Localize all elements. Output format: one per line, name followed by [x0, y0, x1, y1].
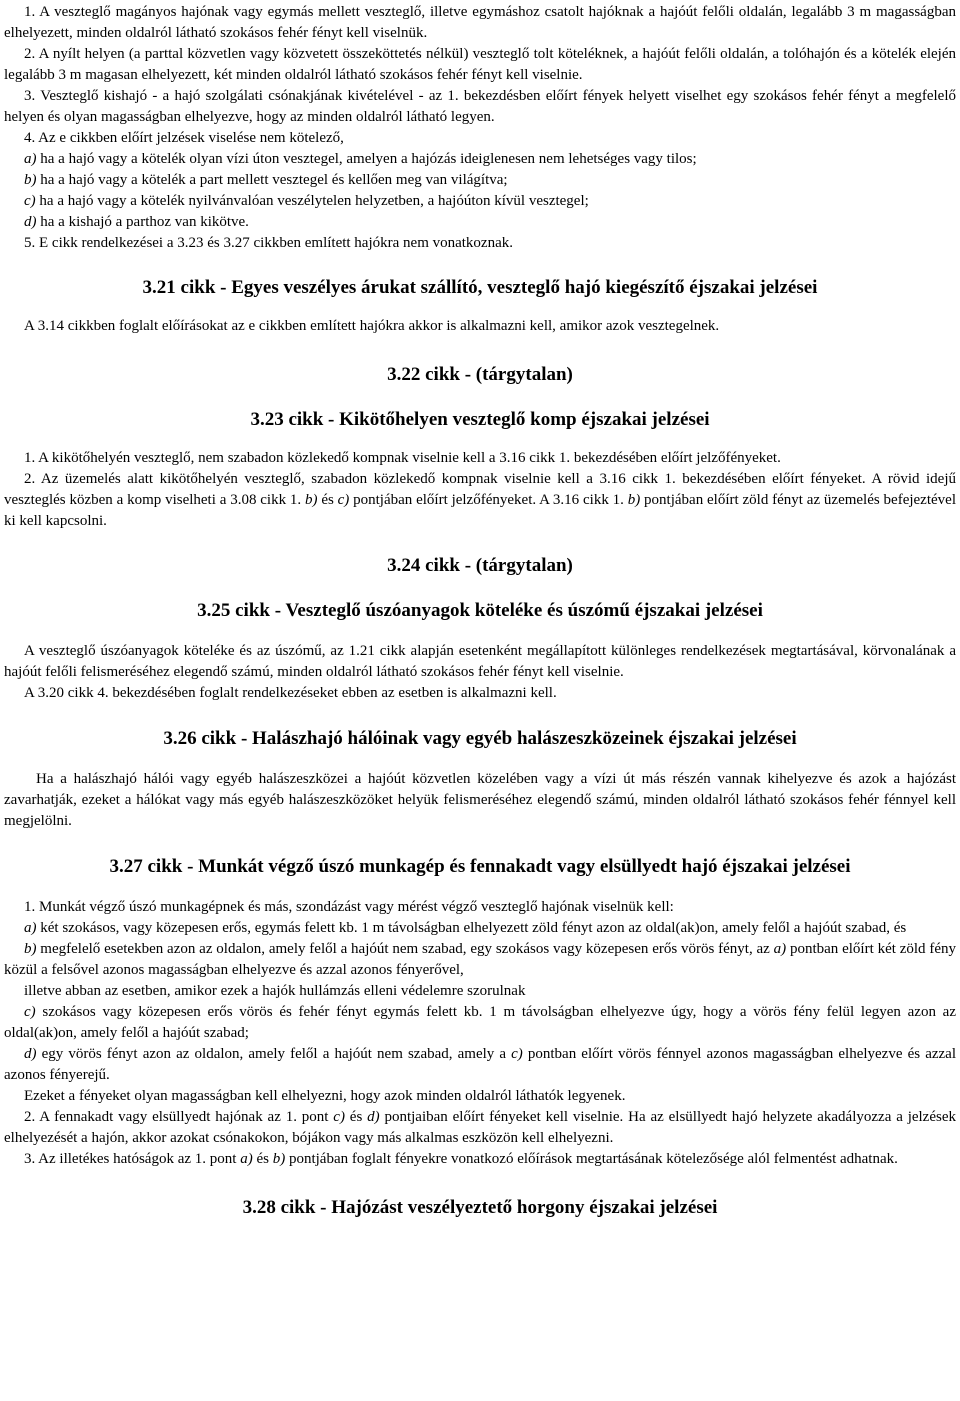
text-run: 3. Az illetékes hatóságok az 1. pont: [24, 1151, 241, 1167]
item-marker: d): [367, 1109, 380, 1125]
list-item-320-d: [4, 212, 956, 233]
item-marker: a): [240, 1151, 253, 1167]
paragraph-327-b-cont: illetve abban az esetben, amikor ezek a hajók hullámzás elleni védelemre szorulnak: [24, 983, 526, 999]
item-text: szokásos vagy közepesen erős vörös és fehér fényt egymás felett kb. 1 m távolságban elhelyezve úgy, hogy a vörös fény felül legyen azon az oldal(ak)on, amely felől a hajóút szabad;: [4, 1004, 956, 1041]
section-heading-321: 3.21 cikk - Egyes veszélyes árukat szállító, veszteglő hajó kiegészítő éjszakai jelzései: [142, 277, 818, 298]
list-item-320-a: [4, 149, 956, 170]
list-item-327-b: [4, 939, 956, 981]
paragraph-327-2: [4, 1107, 956, 1149]
list-item-327-d: [4, 1044, 956, 1086]
section-heading-323: 3.23 cikk - Kikötőhelyen veszteglő komp éjszakai jelzései: [250, 409, 710, 430]
text-run: és: [344, 1109, 368, 1125]
item-marker: b): [24, 941, 37, 957]
paragraph-327-3: [4, 1149, 956, 1170]
paragraph-320-3: 3. Veszteglő kishajó - a hajó szolgálati csónakjának kivételével - az 1. bekezdésben előírt fények helyett viselhet egy szokásos fehér fényt a megfelelő helyen és olyan magasságban elhelyezve, hogy az minden oldalról látható legyen.: [4, 88, 956, 125]
paragraph-320-1: 1. A veszteglő magányos hajónak vagy egymás mellett veszteglő, illetve egymáshoz csatolt hajóknak a hajóút felőli oldalán, legalább 3 m magasságban elhelyezett, minden oldalról látható szokásos fehér fényt kell viselnük.: [4, 4, 956, 41]
item-marker: b): [305, 492, 318, 508]
section-heading-322: 3.22 cikk - (tárgytalan): [387, 364, 573, 385]
text-run: pontban előírt két zöld fény közül a felsővel azonos magasságban elhelyezve és azzal azonos fényerővel,: [4, 941, 956, 978]
list-item-320-b: [4, 170, 956, 191]
item-marker: c): [511, 1046, 523, 1062]
text-run: pontjában foglalt fényekre vonatkozó előírások megtartásának kötelezősége alól felmentést adhatnak.: [285, 1151, 898, 1167]
section-heading-326: 3.26 cikk - Halászhajó hálóinak vagy egyéb halászeszközeinek éjszakai jelzései: [163, 728, 797, 749]
section-heading-324: 3.24 cikk - (tárgytalan): [387, 555, 573, 576]
paragraph-320-4: 4. Az e cikkben előírt jelzések viselése nem kötelező,: [24, 130, 344, 146]
item-text: ha a hajó vagy a kötelék a part mellett vesztegel és kellően meg van világítva;: [36, 172, 508, 188]
paragraph-323-1: 1. A kikötőhelyén veszteglő, nem szabadon közlekedő kompnak viselnie kell a 3.16 cikk 1. bekezdésében előírt jelzőfényeket.: [24, 450, 781, 466]
text-run: pontban előírt vörös fénnyel azonos magasságban elhelyezve és azzal azonos fényerejű.: [4, 1046, 956, 1083]
section-heading-325: 3.25 cikk - Veszteglő úszóanyagok köteléke és úszómű éjszakai jelzései: [197, 600, 763, 621]
paragraph-320-5: 5. E cikk rendelkezései a 3.23 és 3.27 cikkben említett hajókra nem vonatkoznak.: [24, 235, 514, 251]
section-heading-327: 3.27 cikk - Munkát végző úszó munkagép és fennakadt vagy elsüllyedt hajó éjszakai jelzései: [109, 856, 851, 877]
paragraph-325-1: A veszteglő úszóanyagok köteléke és az úszómű, az 1.21 cikk alapján esetenként megállapított különleges rendelkezések megtartásával, körvonalának a hajóút felőli felismeréséhez elegendő számú, minden oldalról látható szokásos fehér fényt kell viselnie.: [4, 643, 956, 680]
text-run: pontjaiban előírt fényeket kell viselnie. Ha az elsüllyedt hajó helyzete akadályozza a jelzések elhelyezését a hajón, akkor azokat csónakokon, bójákon vagy más alkalmas eszközön kell elhelyezni.: [4, 1109, 956, 1146]
item-marker: a): [773, 941, 787, 957]
item-marker: b): [627, 492, 641, 508]
section-heading-328: 3.28 cikk - Hajózást veszélyeztető horgony éjszakai jelzései: [242, 1197, 718, 1218]
paragraph-327-1: 1. Munkát végző úszó munkagépnek és más, szondázást vagy mérést végző veszteglő hajónak viselnük kell:: [24, 899, 674, 915]
item-marker: a): [24, 920, 37, 936]
text-run: egy vörös fényt azon az oldalon, amely felől a hajóút nem szabad, amely a: [36, 1046, 512, 1062]
item-marker: c): [24, 1004, 36, 1020]
text-run: megfelelő esetekben azon az oldalon, amely felől a hajóút nem szabad, egy szokásos vagy közepesen erős vörös fényt, az: [36, 941, 774, 957]
paragraph-323-2: [4, 469, 956, 532]
item-marker: d): [24, 1046, 37, 1062]
item-marker: b): [272, 1151, 286, 1167]
text-run: és: [317, 492, 338, 508]
item-marker: d): [24, 214, 37, 230]
text-run: és: [252, 1151, 273, 1167]
text-run: pontjában előírt jelzőfényeket. A 3.16 cikk 1.: [349, 492, 628, 508]
item-text: ha a hajó vagy a kötelék olyan vízi úton vesztegel, amelyen a hajózás ideiglenesen nem lehetséges vagy tilos;: [36, 151, 697, 167]
item-marker: c): [333, 1109, 345, 1125]
list-item-320-c: [4, 191, 956, 212]
text-run: pontjában előírt zöld fényt az üzemelés befejeztével ki kell kapcsolni.: [4, 492, 956, 529]
list-item-327-a: [4, 918, 956, 939]
list-item-327-c: [4, 1002, 956, 1044]
item-marker: b): [24, 172, 37, 188]
item-marker: a): [24, 151, 37, 167]
item-marker: c): [24, 193, 36, 209]
text-run: 2. Az üzemelés alatt kikötőhelyén veszteglő, szabadon közlekedő kompnak viselnie kell a 3.16 cikk 1. bekezdésében előírt fényeket. A rövid idejű veszteglés közben a komp viselheti a 3.08 cikk 1.: [4, 471, 956, 508]
paragraph-327-1b: Ezeket a fényeket olyan magasságban kell elhelyezni, hogy azok minden oldalról láthatók legyenek.: [24, 1088, 626, 1104]
text-run: 2. A fennakadt vagy elsüllyedt hajónak az 1. pont: [24, 1109, 334, 1125]
paragraph-320-2: 2. A nyílt helyen (a parttal közvetlen vagy közvetett összeköttetés nélkül) veszteglő tolt köteléknek, a hajóút felőli oldalán, a tolóhajón és a kötelék elején legalább 3 m magasan elhelyezett, két minden oldalról látható szokásos fehér fényt kell viselnie.: [4, 46, 956, 83]
item-marker: c): [337, 492, 350, 508]
paragraph-326-1: Ha a halászhajó hálói vagy egyéb halászeszközei a hajóút közvetlen közelében vagy a vízi út más részén vannak kihelyezve és azok a hajózást zavarhatják, ezeket a hálókat vagy más egyéb halászeszközöket helyük felismeréséhez elegendő számú, minden oldalról látható szokásos fehér fénnyel kell megjelölni.: [4, 771, 956, 829]
item-text: ha a hajó vagy a kötelék nyilvánvalóan veszélytelen helyzetben, a hajóúton kívül vesztegel;: [35, 193, 589, 209]
paragraph-321-1: A 3.14 cikkben foglalt előírásokat az e cikkben említett hajókra akkor is alkalmazni kell, amikor azok vesztegelnek.: [24, 318, 720, 334]
paragraph-325-2: A 3.20 cikk 4. bekezdésében foglalt rendelkezéseket ebben az esetben is alkalmazni kell.: [24, 685, 557, 701]
item-text: ha a kishajó a parthoz van kikötve.: [36, 214, 249, 230]
item-text: két szokásos, vagy közepesen erős, egymás felett kb. 1 m távolságban elhelyezett zöld fényt azon az oldal(ak)on, amely felől a hajóút szabad, és: [36, 920, 907, 936]
